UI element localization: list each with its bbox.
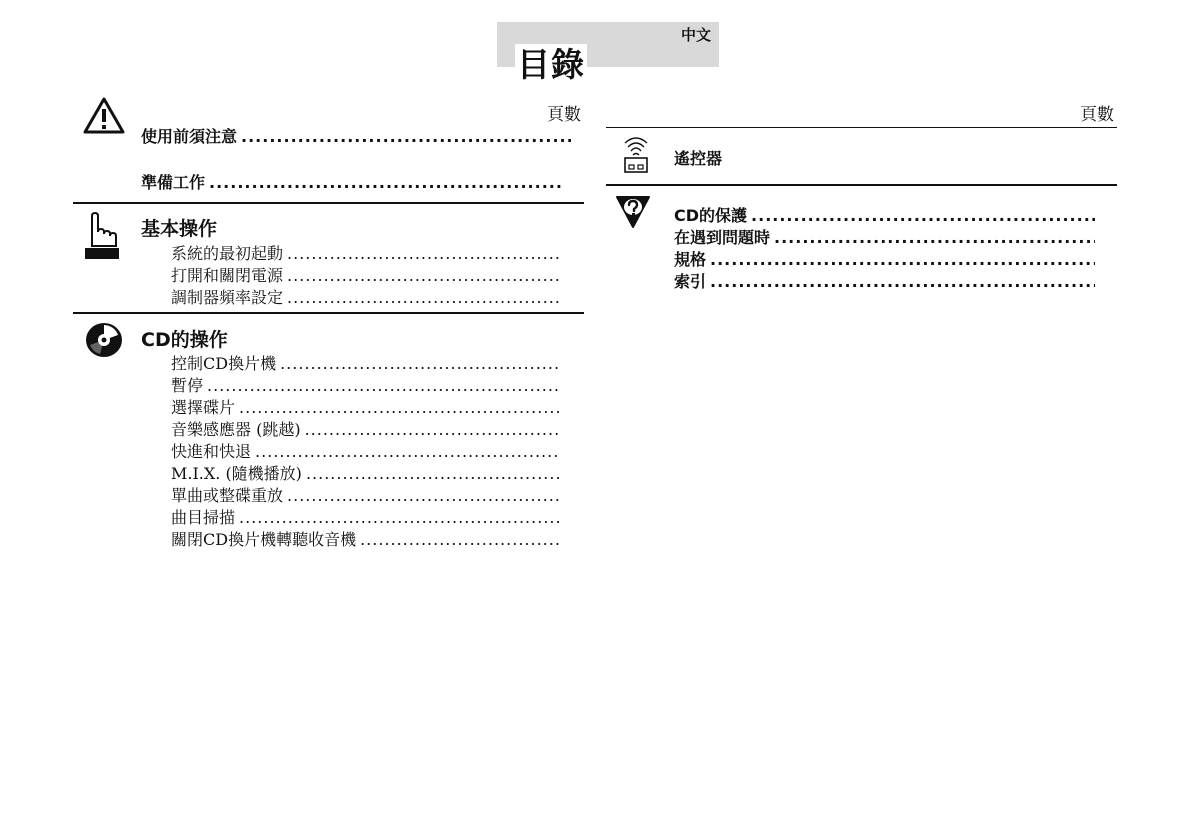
leader-dots <box>255 442 561 461</box>
toc-entry-label: 音樂感應器 (跳越) <box>171 420 301 439</box>
toc-entry-label: 系統的最初起動 <box>171 244 284 263</box>
toc-entry-label: 快進和快退 <box>171 442 252 461</box>
leader-dots <box>360 530 561 549</box>
pointing-hand-icon <box>84 212 120 260</box>
toc-entry-caution[interactable] <box>141 124 571 146</box>
leader-dots <box>287 244 561 263</box>
toc-entry-support-4[interactable] <box>674 269 1095 291</box>
toc-entry-label: CD的保護 <box>674 206 748 225</box>
toc-entry-cd-6[interactable] <box>171 461 561 483</box>
toc-entry-basic-1[interactable] <box>171 241 561 263</box>
toc-entry-basic-3[interactable] <box>171 285 561 307</box>
toc-entry-label: 單曲或整碟重放 <box>171 486 284 505</box>
section-divider <box>73 312 584 314</box>
right-page-label: 頁數 <box>1080 105 1114 125</box>
toc-entry-support-2[interactable] <box>674 225 1095 247</box>
toc-entry-cd-8[interactable] <box>171 505 561 527</box>
toc-entry-label: 調制器頻率設定 <box>171 288 284 307</box>
toc-entry-label: 選擇碟片 <box>171 398 236 417</box>
toc-entry-label: 使用前須注意 <box>141 127 238 146</box>
toc-entry-basic-2[interactable] <box>171 263 561 285</box>
toc-entry-cd-9[interactable] <box>171 527 561 549</box>
left-page-label: 頁數 <box>547 105 581 125</box>
toc-entry-support-1[interactable] <box>674 203 1095 225</box>
leader-dots <box>287 266 561 285</box>
leader-dots <box>305 420 561 439</box>
leader-dots <box>239 398 561 417</box>
toc-entry-cd-4[interactable] <box>171 417 561 439</box>
toc-entry-cd-2[interactable] <box>171 373 561 395</box>
leader-dots <box>207 376 561 395</box>
toc-entry-label: 曲目掃描 <box>171 508 236 527</box>
toc-entry-label: M.I.X. (隨機播放) <box>171 464 302 483</box>
section-title-cd: CD的操作 <box>141 329 228 351</box>
leader-dots <box>239 508 561 527</box>
leader-dots <box>280 354 561 373</box>
toc-entry-cd-5[interactable] <box>171 439 561 461</box>
toc-entry-label: 規格 <box>674 250 707 269</box>
toc-entry-label: 暫停 <box>171 376 204 395</box>
section-title-basic: 基本操作 <box>141 218 218 240</box>
leader-dots <box>287 486 561 505</box>
leader-dots <box>710 250 1095 269</box>
leader-dots <box>209 173 561 192</box>
toc-entry-remote[interactable] <box>674 146 874 168</box>
toc-entry-support-3[interactable] <box>674 247 1095 269</box>
toc-entry-cd-1[interactable] <box>171 351 561 373</box>
toc-entry-label: 在遇到問題時 <box>674 228 771 247</box>
leader-dots <box>306 464 561 483</box>
leader-dots <box>241 127 571 146</box>
warning-icon <box>82 96 126 136</box>
toc-entry-label: 準備工作 <box>141 173 206 192</box>
section-divider <box>73 202 584 204</box>
remote-control-icon <box>622 134 650 174</box>
leader-dots <box>710 272 1095 291</box>
leader-dots <box>287 288 561 307</box>
section-divider <box>606 184 1117 186</box>
toc-entry-label: 關閉CD換片機轉聽收音機 <box>171 530 357 549</box>
cd-disc-icon <box>84 321 124 359</box>
toc-entry-label: 打開和關閉電源 <box>171 266 284 285</box>
toc-entry-cd-7[interactable] <box>171 483 561 505</box>
question-mark-icon <box>615 194 651 230</box>
leader-dots <box>774 228 1095 247</box>
toc-entry-cd-3[interactable] <box>171 395 561 417</box>
toc-entry-label: 索引 <box>674 272 707 291</box>
section-divider <box>606 127 1117 128</box>
language-label: 中文 <box>681 26 712 44</box>
toc-entry-label: 遙控器 <box>674 149 723 168</box>
toc-entry-preparation[interactable] <box>141 170 561 192</box>
toc-entry-label: 控制CD換片機 <box>171 354 277 373</box>
page-title: 目錄 <box>517 45 585 84</box>
leader-dots <box>751 206 1095 225</box>
